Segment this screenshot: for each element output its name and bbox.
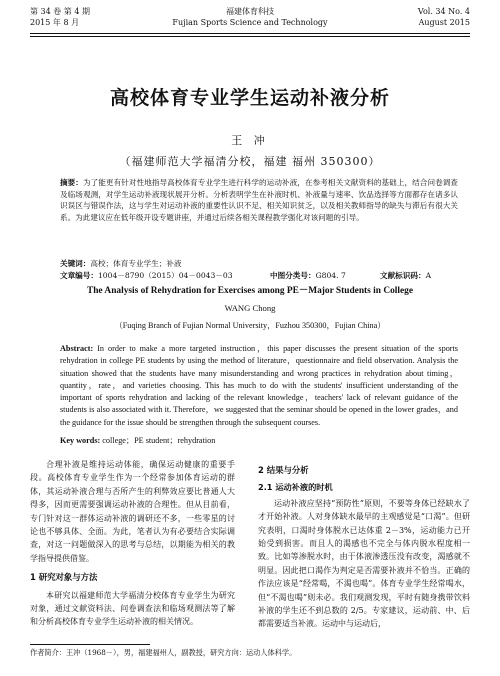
journal-name-en: Fujian Sports Science and Technology: [172, 18, 328, 27]
abstract-cn: [60, 177, 458, 223]
article-number-label: 文章编号：: [60, 271, 98, 280]
doc-code-label: 文献标识码：: [380, 271, 426, 280]
journal-name-cn: 福建体育科技: [226, 7, 274, 16]
journal-volume-en: Vol. 34 No. 4: [417, 7, 470, 16]
methods-paragraph: 本研究以福建师范大学福清分校体育专业学生为研究对象，通过文献资料法、问卷调查法和临场观测法等了解和分析高校体育专业学生运动补液的相关情况。: [30, 590, 235, 627]
section-heading-2: 2 结果与分析: [258, 465, 309, 475]
paper-title: 高校体育专业学生运动补液分析: [109, 87, 390, 109]
abstract-cn-text: 为了能更有针对性地指导高校体育专业学生进行科学的运动补液，在参考相关文献资料的基础上，结合问卷调查及临场观测，对学生运动补液现状展开分析。分析表明学生在补液时机、补液量与速率、饮品选择等方面都存在诸多认识误区与错误作法，这与学生对运动补液的重要性认识不足、相关知识贫乏，以及相关教师指导的缺失与滞后有很大关系。为此建议应在低年级开设专题讲座，并通过后续各相关课程教学强化对该问题的引导。: [60, 178, 458, 222]
article-ids-row: [60, 270, 458, 282]
author-affiliation-en: （Fuqing Branch of Fujian Normal University，Fuzhou 350300，Fujian China）: [114, 321, 386, 330]
journal-date-cn: 2015 年 8 月: [30, 18, 80, 27]
abstract-en: [60, 343, 458, 429]
clc-label: 中图分类号：: [270, 271, 316, 280]
keywords-en-text: college；PE student；rehydration: [100, 436, 216, 445]
body-column-left: [30, 458, 235, 629]
author-footnote: 作者简介：王冲（1968－），男，福建福州人，副教授，研究方向：运动人体科学。: [30, 648, 297, 657]
header-center: [30, 6, 470, 28]
footnote-rule: [30, 644, 150, 645]
keywords-cn-row: [60, 258, 458, 270]
keywords-en: [60, 435, 458, 446]
keywords-cn-text: 高校；体育专业学生；补液: [90, 259, 182, 268]
author-name: 王 冲: [231, 134, 269, 147]
abstract-en-label: Abstract:: [60, 344, 94, 353]
keywords-en-label: Key words:: [60, 436, 101, 445]
article-number: 1004－8790（2015）04－0043－03: [97, 271, 233, 280]
article-meta: [60, 258, 458, 282]
abstract-cn-label: 摘要：: [60, 178, 83, 187]
journal-volume-cn: 第 34 卷 第 4 期: [30, 7, 90, 16]
body-column-right: [258, 458, 470, 631]
running-header: [30, 6, 470, 36]
keywords-cn-label: 关键词：: [60, 259, 91, 268]
author-affiliation: （福建师范大学福清分校，福建 福州 350300）: [119, 155, 381, 168]
intro-paragraph: 合理补液是维持运动体能，确保运动健康的重要手段。高校体育专业学生作为一个经常参加体育运动的群体，其运动补液合理与否所产生的利弊效应要比普通人大得多，因而更需要强调运动补液的合理性。但从目前看，专门针对这一群体运动补液的调研还不多，一些零星的讨论也不够具体、全面。为此，笔者认为有必要结合实际调查，对这一问题做深入的思考与总结，以期能为相关的教学指导提供借鉴。: [30, 460, 235, 563]
author-name-en: WANG Chong: [224, 303, 276, 313]
subsection-heading-2-1: 2.1 运动补液的时机: [258, 482, 333, 493]
paper-title-en: The Analysis of Rehydration for Exercises among PE－Major Students in College: [86, 286, 414, 296]
header-right: [418, 6, 470, 28]
abstract-en-text: In order to make a more targeted instruction，this paper discusses the present situation of the sports rehydration in college PE students by using the method of literature，questionnaire and field observation. Analysis the situation showed that the students have many misunderstanding and wrong practices in rehydration about timing，quantity，rate，and varieties choosing. This has much to do with the students' insufficient understanding of the important of sports rehydration and lacking of the relevant knowledge，teachers' lack of relevant guidance of the students is also associated with it. Therefore，we suggested that the seminar should be opened in the lower grades，and the guidance for the issue should be strengthen through the subsequent courses.: [60, 344, 458, 427]
journal-date-en: August 2015: [418, 18, 470, 27]
clc-number: G804. 7: [315, 271, 346, 280]
header-rule-thin: [30, 36, 470, 37]
doc-code: A: [425, 271, 432, 280]
timing-paragraph: 运动补液应坚持“预防性”原则，不要等身体已经缺水了才开始补液。人对身体缺水最早的主观感觉是“口渴”。但研究表明，口渴时身体脱水已达体重 2－3%，运动能力已开始受到损害。而且人的渴感也不完全与体内脱水程度相一致。比如等渗脱水时，由于体液渗透压没有改变，渴感就不明显。因此把口渴作为判定是否需要补液并不恰当。正确的作法应该是“经常喝，不渴也喝”。体育专业学生经常喝水，但“不渴也喝”则未必。我们观测发现，平时有随身携带饮料补液的学生还不到总数的 2/5。专家建议，运动前、中、后都需要适当补液。运动中与运动后，: [258, 498, 470, 629]
section-heading-1: 1 研究对象与方法: [30, 572, 98, 583]
header-rule-thick: [30, 33, 470, 34]
